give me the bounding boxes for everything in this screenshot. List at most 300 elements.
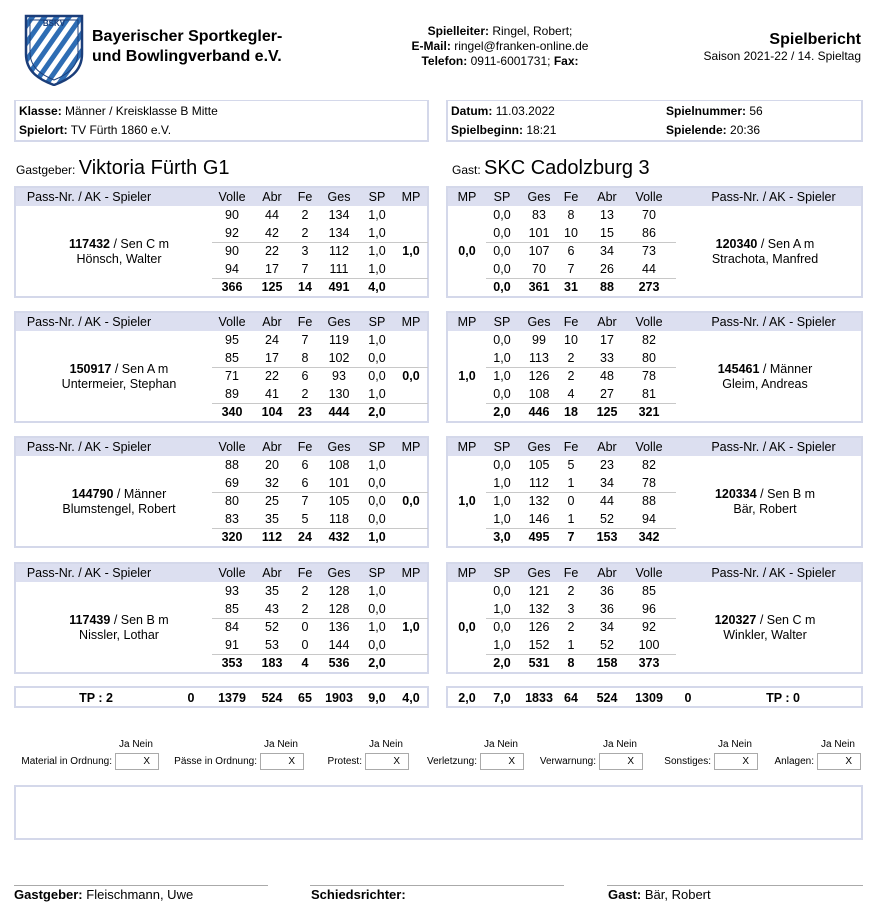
away-total-abr: 88: [600, 280, 614, 294]
klasse-value: Männer / Kreisklasse B Mitte: [65, 104, 218, 118]
away-header-mp: MP: [457, 566, 477, 580]
away-cell-sp: 1,0: [493, 602, 511, 616]
home-total-ges: 536: [328, 656, 350, 670]
ja-nein-caption: Ja Nein: [603, 739, 637, 750]
home-cell-fe: 7: [301, 262, 309, 276]
away-cell-fe: 4: [567, 387, 575, 401]
ja-nein-caption: Ja Nein: [119, 739, 153, 750]
datum-value: 11.03.2022: [495, 104, 555, 118]
home-cell-sp: 1,0: [368, 244, 386, 258]
home-header-sp: SP: [368, 190, 386, 204]
total-separator: [212, 528, 428, 529]
away-cell-sp: 0,0: [493, 208, 511, 222]
home-header-abr: Abr: [262, 190, 282, 204]
check-label-verletzung: Verletzung:: [426, 756, 477, 767]
away-cell-ges: 126: [528, 620, 550, 634]
home-cell-sp: 1,0: [368, 620, 386, 634]
away-mp: 1,0: [458, 369, 476, 383]
home-header-abr: Abr: [262, 315, 282, 329]
report-title: Spielbericht: [769, 31, 861, 48]
away-total-abr: 153: [596, 530, 618, 544]
home-total-ges: 432: [328, 530, 350, 544]
home-player: [24, 237, 214, 267]
home-total-abr: 524: [261, 691, 283, 705]
home-total-sp: 9,0: [368, 691, 386, 705]
home-cell-ges: 144: [328, 638, 350, 652]
home-cell-volle: 84: [225, 620, 239, 634]
home-signature-value: Fleischmann, Uwe: [86, 887, 194, 902]
home-cell-sp: 0,0: [368, 494, 386, 508]
match-info-box: [14, 100, 429, 142]
bskv-logo: [22, 10, 86, 86]
away-total-mp: 2,0: [458, 691, 476, 705]
home-cell-ges: 130: [328, 387, 350, 401]
home-cell-volle: 94: [225, 262, 239, 276]
away-cell-sp: 1,0: [493, 476, 511, 490]
home-cell-fe: 6: [301, 458, 309, 472]
home-header-mp: MP: [401, 190, 421, 204]
away-cell-ges: 107: [528, 244, 550, 258]
home-signature-label: Gastgeber:: [14, 887, 83, 902]
away-cell-abr: 27: [600, 387, 614, 401]
home-cell-abr: 22: [265, 244, 279, 258]
home-total-sp: 4,0: [368, 280, 386, 294]
away-ak: / Sen B m: [760, 487, 816, 501]
home-header-sp: SP: [368, 315, 386, 329]
check-box-anlagen[interactable]: X: [817, 753, 861, 770]
home-header-player: Pass-Nr. / AK - Spieler: [26, 315, 152, 329]
away-cell-abr: 52: [600, 512, 614, 526]
home-cell-fe: 0: [301, 620, 309, 634]
away-signature: [608, 887, 711, 902]
svg-text:BSKV: BSKV: [42, 19, 66, 28]
home-tp: TP : 2: [79, 691, 113, 705]
away-cell-fe: 1: [567, 512, 575, 526]
home-cell-sp: 1,0: [368, 333, 386, 347]
away-ak: / Männer: [762, 362, 813, 376]
home-total-sp: 1,0: [368, 530, 386, 544]
home-cell-sp: 0,0: [368, 476, 386, 490]
home-header-player: Pass-Nr. / AK - Spieler: [26, 190, 152, 204]
home-team-name: Viktoria Fürth G1: [78, 157, 230, 179]
away-cell-volle: 88: [642, 494, 656, 508]
away-cell-sp: 0,0: [493, 333, 511, 347]
half-separator: [486, 618, 676, 619]
home-total-fe: 24: [298, 530, 312, 544]
leader-value: Ringel, Robert;: [492, 24, 573, 38]
home-total-volle: 366: [221, 280, 243, 294]
away-player-name: Gleim, Andreas: [722, 377, 808, 391]
home-duel-2: [14, 311, 429, 423]
home-total-sp: 2,0: [368, 656, 386, 670]
away-header-ges: Ges: [527, 190, 551, 204]
home-cell-sp: 1,0: [368, 226, 386, 240]
home-player-name: Hönsch, Walter: [76, 252, 162, 266]
report-season: Saison 2021-22 / 14. Spieltag: [703, 49, 861, 63]
home-pass-nr: 117439: [69, 613, 111, 627]
check-label-sonstiges: Sonstiges:: [664, 756, 711, 767]
home-total-fe: 65: [298, 691, 312, 705]
home-cell-volle: 93: [225, 584, 239, 598]
away-signature-line: [607, 885, 863, 886]
home-mp: 0,0: [402, 369, 420, 383]
home-total-abr: 183: [261, 656, 283, 670]
away-ak: / Sen C m: [759, 613, 816, 627]
home-total-volle: 340: [221, 405, 243, 419]
home-cell-sp: 0,0: [368, 351, 386, 365]
home-cell-sp: 0,0: [368, 638, 386, 652]
away-cell-sp: 0,0: [493, 262, 511, 276]
half-separator: [486, 242, 676, 243]
away-cell-ges: 113: [529, 351, 549, 365]
away-cell-sp: 1,0: [493, 512, 511, 526]
away-ak: / Sen A m: [760, 237, 815, 251]
spielende-value: 20:36: [730, 123, 761, 137]
home-cell-sp: 1,0: [368, 387, 386, 401]
home-cell-sp: 0,0: [368, 602, 386, 616]
klasse-label: Klasse:: [19, 104, 62, 118]
home-cell-ges: 111: [329, 262, 349, 276]
away-cell-sp: 1,0: [493, 369, 511, 383]
away-cell-fe: 2: [567, 369, 575, 383]
away-team: [452, 157, 650, 180]
home-header-volle: Volle: [218, 566, 246, 580]
away-cell-fe: 5: [567, 458, 575, 472]
home-header-ges: Ges: [327, 315, 351, 329]
away-cell-sp: 0,0: [493, 244, 511, 258]
home-cell-volle: 88: [225, 458, 239, 472]
total-separator: [212, 654, 428, 655]
spielnummer-label: Spielnummer:: [666, 104, 747, 118]
away-duel-3: [446, 436, 863, 548]
away-cell-ges: 146: [528, 512, 550, 526]
away-cell-ges: 132: [528, 602, 550, 616]
ja-nein-caption: Ja Nein: [264, 739, 298, 750]
home-cell-volle: 85: [225, 351, 239, 365]
home-zero: 0: [187, 691, 195, 705]
check-box-paesse[interactable]: X: [260, 753, 304, 770]
org-name-line1: Bayerischer Sportkegler-: [92, 28, 283, 45]
total-separator: [212, 403, 428, 404]
home-cell-sp: 1,0: [368, 208, 386, 222]
home-cell-volle: 83: [225, 512, 239, 526]
home-header-sp: SP: [368, 440, 386, 454]
home-ak: / Männer: [116, 487, 167, 501]
away-total-abr: 158: [596, 656, 618, 670]
report-heading: [704, 30, 861, 64]
home-total-fe: 23: [298, 405, 312, 419]
ja-nein-caption: Ja Nein: [484, 739, 518, 750]
check-box-sonstiges[interactable]: X: [714, 753, 758, 770]
home-cell-volle: 92: [225, 226, 239, 240]
away-pass-nr: 120327: [714, 613, 757, 627]
home-header-ges: Ges: [327, 566, 351, 580]
home-player-name: Blumstengel, Robert: [62, 502, 176, 516]
away-cell-volle: 70: [642, 208, 656, 222]
away-cell-fe: 6: [567, 244, 575, 258]
away-cell-abr: 17: [600, 333, 614, 347]
away-cell-sp: 0,0: [493, 387, 511, 401]
check-box-verletzung[interactable]: X: [480, 753, 524, 770]
away-cell-fe: 3: [567, 602, 575, 616]
home-header-fe: Fe: [297, 315, 313, 329]
away-totals-box: [446, 686, 863, 708]
away-total-volle: 373: [638, 656, 660, 670]
home-duel-3: [14, 436, 429, 548]
away-total-sp: 2,0: [493, 656, 511, 670]
home-cell-volle: 69: [225, 476, 239, 490]
away-cell-volle: 78: [642, 476, 656, 490]
home-cell-fe: 7: [301, 494, 309, 508]
home-cell-ges: 136: [328, 620, 350, 634]
check-box-protest[interactable]: X: [365, 753, 409, 770]
home-cell-volle: 91: [225, 638, 239, 652]
away-player: [670, 362, 860, 392]
home-cell-fe: 8: [301, 351, 309, 365]
home-header-player: Pass-Nr. / AK - Spieler: [26, 440, 152, 454]
home-header-fe: Fe: [297, 566, 313, 580]
away-cell-abr: 26: [600, 262, 614, 276]
away-total-fe: 7: [567, 530, 575, 544]
away-header-mp: MP: [457, 315, 477, 329]
away-header-fe: Fe: [563, 440, 579, 454]
home-total-sp: 2,0: [368, 405, 386, 419]
away-cell-abr: 52: [600, 638, 614, 652]
home-total-abr: 112: [261, 530, 283, 544]
away-cell-fe: 10: [564, 226, 578, 240]
spielende-label: Spielende:: [666, 123, 727, 137]
home-header-fe: Fe: [297, 190, 313, 204]
home-cell-abr: 24: [265, 333, 279, 347]
home-cell-ges: 105: [328, 494, 350, 508]
home-pass-nr: 117432: [68, 237, 110, 251]
away-pass-nr: 120334: [714, 487, 757, 501]
check-label-anlagen: Anlagen:: [774, 756, 814, 767]
away-cell-fe: 1: [567, 476, 575, 490]
home-cell-fe: 2: [301, 387, 309, 401]
home-ak: / Sen C m: [113, 237, 170, 251]
away-header-mp: MP: [457, 190, 477, 204]
home-header-volle: Volle: [218, 190, 246, 204]
away-cell-fe: 10: [564, 333, 578, 347]
away-cell-fe: 2: [567, 351, 575, 365]
check-label-material: Material in Ordnung:: [21, 756, 112, 767]
home-cell-ges: 128: [328, 602, 350, 616]
home-header-mp: MP: [401, 440, 421, 454]
half-separator: [212, 492, 428, 493]
away-cell-sp: 0,0: [493, 226, 511, 240]
total-separator: [486, 654, 676, 655]
away-cell-abr: 15: [600, 226, 614, 240]
away-cell-volle: 96: [642, 602, 656, 616]
home-cell-ges: 134: [328, 226, 350, 240]
home-pass-nr: 150917: [69, 362, 112, 376]
home-cell-ges: 119: [329, 333, 349, 347]
away-signature-value: Bär, Robert: [644, 887, 711, 902]
away-total-sp: 2,0: [493, 405, 511, 419]
half-separator: [212, 618, 428, 619]
home-cell-sp: 1,0: [368, 458, 386, 472]
away-cell-fe: 2: [567, 620, 575, 634]
away-cell-volle: 94: [642, 512, 656, 526]
away-total-ges: 1833: [525, 691, 553, 705]
away-total-ges: 495: [528, 530, 550, 544]
home-cell-fe: 2: [301, 208, 309, 222]
home-cell-abr: 17: [265, 262, 279, 276]
away-cell-abr: 34: [600, 620, 614, 634]
away-duel-2: [446, 311, 863, 423]
notes-box[interactable]: [14, 785, 863, 840]
away-total-volle: 342: [638, 530, 660, 544]
away-cell-volle: 92: [642, 620, 656, 634]
away-cell-abr: 36: [600, 584, 614, 598]
away-cell-ges: 83: [532, 208, 546, 222]
away-header-ges: Ges: [527, 315, 551, 329]
spielbeginn-label: Spielbeginn:: [451, 123, 523, 137]
away-total-fe: 31: [564, 280, 578, 294]
away-header-mp: MP: [457, 440, 477, 454]
away-header-volle: Volle: [635, 440, 663, 454]
away-header-sp: SP: [493, 566, 511, 580]
away-tp: TP : 0: [766, 691, 800, 705]
away-cell-fe: 0: [567, 494, 575, 508]
total-separator: [486, 403, 676, 404]
away-header-abr: Abr: [597, 440, 617, 454]
away-cell-abr: 34: [600, 476, 614, 490]
home-cell-fe: 7: [301, 333, 309, 347]
away-cell-ges: 152: [528, 638, 550, 652]
away-zero: 0: [684, 691, 692, 705]
home-total-volle: 353: [221, 656, 243, 670]
check-label-protest: Protest:: [327, 756, 362, 767]
home-signature: [14, 887, 193, 902]
away-total-volle: 273: [638, 280, 660, 294]
home-cell-volle: 71: [225, 369, 239, 383]
away-total-ges: 361: [528, 280, 550, 294]
home-ak: / Sen B m: [113, 613, 169, 627]
check-label-verwarnung: Verwarnung:: [539, 756, 596, 767]
away-cell-abr: 48: [600, 369, 614, 383]
home-cell-abr: 53: [265, 638, 279, 652]
away-cell-fe: 1: [567, 638, 575, 652]
home-mp: 1,0: [402, 620, 420, 634]
away-total-volle: 1309: [635, 691, 663, 705]
home-cell-abr: 17: [265, 351, 279, 365]
away-cell-ges: 126: [528, 369, 550, 383]
away-cell-volle: 78: [642, 369, 656, 383]
away-header-volle: Volle: [635, 190, 663, 204]
home-cell-fe: 2: [301, 226, 309, 240]
home-cell-ges: 108: [328, 458, 350, 472]
home-cell-ges: 118: [329, 512, 349, 526]
away-pass-nr: 145461: [717, 362, 760, 376]
away-cell-volle: 86: [642, 226, 656, 240]
away-duel-1: [446, 186, 863, 298]
home-player: [24, 362, 214, 392]
half-separator: [212, 367, 428, 368]
away-cell-ges: 105: [528, 458, 550, 472]
away-mp: 0,0: [458, 620, 476, 634]
away-cell-volle: 44: [642, 262, 656, 276]
away-header-abr: Abr: [597, 190, 617, 204]
away-header-fe: Fe: [563, 566, 579, 580]
away-total-fe: 8: [567, 656, 575, 670]
spielort-value: TV Fürth 1860 e.V.: [70, 123, 172, 137]
away-total-sp: 7,0: [493, 691, 511, 705]
home-cell-volle: 85: [225, 602, 239, 616]
home-totals-box: [14, 686, 429, 708]
away-team-label: Gast:: [452, 163, 481, 177]
away-cell-volle: 82: [642, 458, 656, 472]
home-cell-abr: 42: [265, 226, 279, 240]
away-cell-volle: 81: [642, 387, 656, 401]
away-cell-ges: 132: [528, 494, 550, 508]
away-header-abr: Abr: [597, 315, 617, 329]
check-box-material[interactable]: X: [115, 753, 159, 770]
home-duel-1: [14, 186, 429, 298]
home-cell-abr: 20: [265, 458, 279, 472]
away-total-fe: 18: [564, 405, 578, 419]
home-cell-fe: 2: [301, 602, 309, 616]
away-cell-abr: 36: [600, 602, 614, 616]
away-cell-volle: 100: [638, 638, 660, 652]
home-player: [24, 613, 214, 643]
home-cell-sp: 1,0: [368, 262, 386, 276]
home-header-abr: Abr: [262, 566, 282, 580]
away-cell-sp: 0,0: [493, 584, 511, 598]
ja-nein-caption: Ja Nein: [718, 739, 752, 750]
away-cell-volle: 80: [642, 351, 656, 365]
away-total-ges: 446: [528, 405, 550, 419]
away-player-name: Winkler, Walter: [723, 628, 807, 642]
home-cell-abr: 35: [265, 512, 279, 526]
away-total-fe: 64: [564, 691, 578, 705]
home-cell-volle: 95: [225, 333, 239, 347]
home-cell-sp: 1,0: [368, 584, 386, 598]
away-mp: 1,0: [458, 494, 476, 508]
away-cell-volle: 85: [642, 584, 656, 598]
ja-nein-caption: Ja Nein: [821, 739, 855, 750]
org-name-line2: und Bowlingverband e.V.: [92, 48, 282, 65]
away-cell-volle: 73: [642, 244, 656, 258]
check-box-verwarnung[interactable]: X: [599, 753, 643, 770]
away-pass-nr: 120340: [715, 237, 758, 251]
home-cell-ges: 128: [328, 584, 350, 598]
away-cell-ges: 101: [528, 226, 550, 240]
email-value: ringel@franken-online.de: [454, 39, 589, 53]
away-cell-sp: 0,0: [493, 458, 511, 472]
home-cell-ges: 93: [332, 369, 346, 383]
away-header-sp: SP: [493, 440, 511, 454]
away-cell-fe: 8: [567, 208, 575, 222]
away-cell-fe: 2: [567, 584, 575, 598]
home-cell-fe: 5: [301, 512, 309, 526]
away-cell-volle: 82: [642, 333, 656, 347]
away-header-player: Pass-Nr. / AK - Spieler: [711, 315, 836, 329]
home-player: [24, 487, 214, 517]
away-header-volle: Volle: [635, 315, 663, 329]
referee-signature-label: Schiedsrichter:: [311, 887, 406, 902]
home-cell-ges: 112: [329, 244, 349, 258]
phone-label: Telefon:: [421, 54, 468, 68]
away-mp: 0,0: [458, 244, 476, 258]
home-cell-fe: 0: [301, 638, 309, 652]
away-cell-abr: 34: [600, 244, 614, 258]
away-total-abr: 125: [596, 405, 618, 419]
home-header-sp: SP: [368, 566, 386, 580]
home-cell-abr: 22: [265, 369, 279, 383]
referee-signature: [311, 887, 406, 902]
